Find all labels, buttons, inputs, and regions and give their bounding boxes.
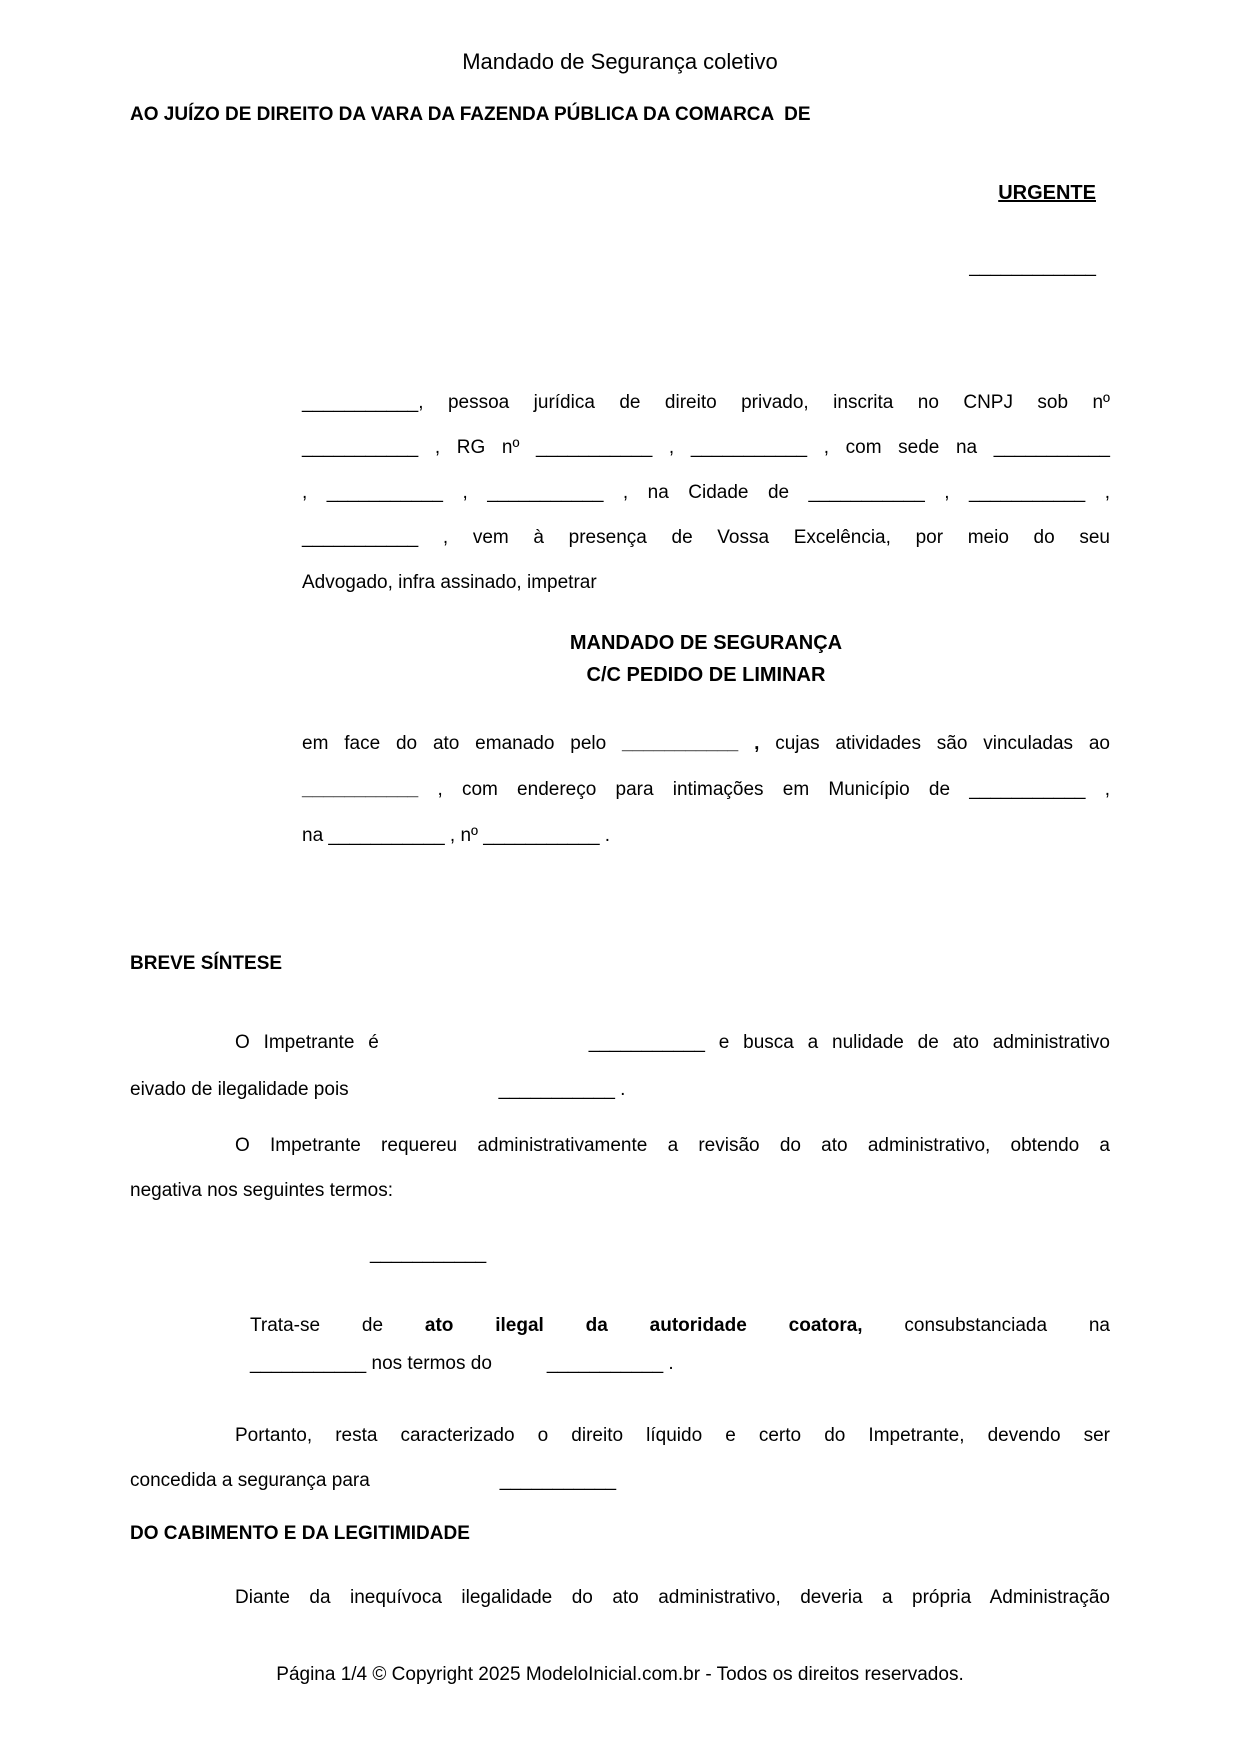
urgency-label: URGENTE xyxy=(998,182,1096,204)
document-title: Mandado de Segurança coletivo xyxy=(462,49,778,74)
quote-blank-line: ___________ xyxy=(370,1243,487,1264)
text-line xyxy=(250,1345,1110,1383)
page-footer: Página 1/4 © Copyright 2025 ModeloInicial.com.br - Todos os direitos reservados. xyxy=(276,1664,964,1685)
text-line xyxy=(302,813,1110,859)
respondent-paragraph xyxy=(302,721,1110,859)
header-blank-line: ____________ xyxy=(969,256,1096,277)
text-segment: Advogado, infra assinado, impetrar xyxy=(302,572,597,593)
text-line xyxy=(130,1123,1110,1168)
text-line xyxy=(130,1413,1110,1458)
text-line xyxy=(130,1019,1110,1066)
text-line xyxy=(130,1585,1110,1611)
text-segment: negativa nos seguintes termos: xyxy=(130,1180,393,1201)
text-segment: cujas atividades são vinculadas ao xyxy=(759,733,1110,754)
text-line xyxy=(302,721,1110,767)
text-line xyxy=(302,515,1110,560)
petition-title-line-1: MANDADO DE SEGURANÇA xyxy=(569,632,843,654)
petition-title-line-2: C/C PEDIDO DE LIMINAR xyxy=(586,664,826,686)
blank-field: ___________ . xyxy=(498,1079,626,1100)
text-line xyxy=(302,560,1110,605)
petition-title xyxy=(302,627,1110,691)
text-segment: eivado de ilegalidade pois xyxy=(130,1079,349,1100)
blank-field: ___________ xyxy=(302,779,419,800)
blank-field: ___________ xyxy=(499,1470,617,1491)
cabimento-paragraph-1 xyxy=(130,1585,1110,1611)
text-segment: ___________ , RG nº ___________ , ___________ , com sede na ___________ xyxy=(302,437,1110,458)
sintese-paragraph-1 xyxy=(130,1019,1110,1113)
text-line xyxy=(302,380,1110,425)
text-segment: consubstanciada na xyxy=(862,1315,1110,1336)
text-segment: concedida a segurança para xyxy=(130,1470,370,1491)
text-segment: , ___________ , ___________ , na Cidade de ___________ , ___________ , xyxy=(302,482,1110,503)
section-heading-cabimento: DO CABIMENTO E DA LEGITIMIDADE xyxy=(130,1523,470,1544)
text-segment: Diante da inequívoca ilegalidade do ato administrativo, deveria a própria Administração xyxy=(235,1587,1110,1608)
sintese-paragraph-2 xyxy=(130,1123,1110,1213)
text-segment: ___________ e busca a nulidade de ato administrativo xyxy=(588,1032,1110,1053)
text-segment: ___________ nos termos do xyxy=(250,1353,492,1374)
text-segment: O Impetrante requereu administrativamente a revisão do ato administrativo, obtendo a xyxy=(235,1135,1110,1156)
text-segment: ___________, pessoa jurídica de direito privado, inscrita no CNPJ sob nº xyxy=(302,392,1110,413)
sintese-paragraph-4 xyxy=(130,1413,1110,1503)
text-line xyxy=(130,1168,1110,1213)
sintese-paragraph-3 xyxy=(250,1307,1110,1383)
qualification-paragraph xyxy=(302,380,1110,605)
text-line xyxy=(302,425,1110,470)
text-line xyxy=(302,470,1110,515)
blank-field: ___________ . xyxy=(546,1353,674,1374)
text-segment: ato ilegal da autoridade coatora, xyxy=(424,1315,863,1336)
text-line xyxy=(250,1307,1110,1345)
text-segment: na ___________ , nº ___________ . xyxy=(302,825,611,846)
section-heading-breve-sintese: BREVE SÍNTESE xyxy=(130,953,283,974)
text-segment: , com endereço para intimações em Município de ___________ , xyxy=(418,779,1110,800)
text-line xyxy=(130,1458,1110,1503)
text-segment: O Impetrante é xyxy=(235,1032,379,1053)
addressee-line: AO JUÍZO DE DIREITO DA VARA DA FAZENDA PÚBLICA DA COMARCA DE xyxy=(130,104,811,125)
text-line xyxy=(130,1066,1110,1113)
text-segment: Trata-se de xyxy=(250,1315,425,1336)
text-line xyxy=(302,767,1110,813)
text-segment: em face do ato emanado pelo xyxy=(302,733,623,754)
text-segment: Portanto, resta caracterizado o direito líquido e certo do Impetrante, devendo ser xyxy=(235,1425,1110,1446)
text-segment: ___________ , vem à presença de Vossa Excelência, por meio do seu xyxy=(302,527,1110,548)
blank-field: ___________ , xyxy=(622,733,760,754)
